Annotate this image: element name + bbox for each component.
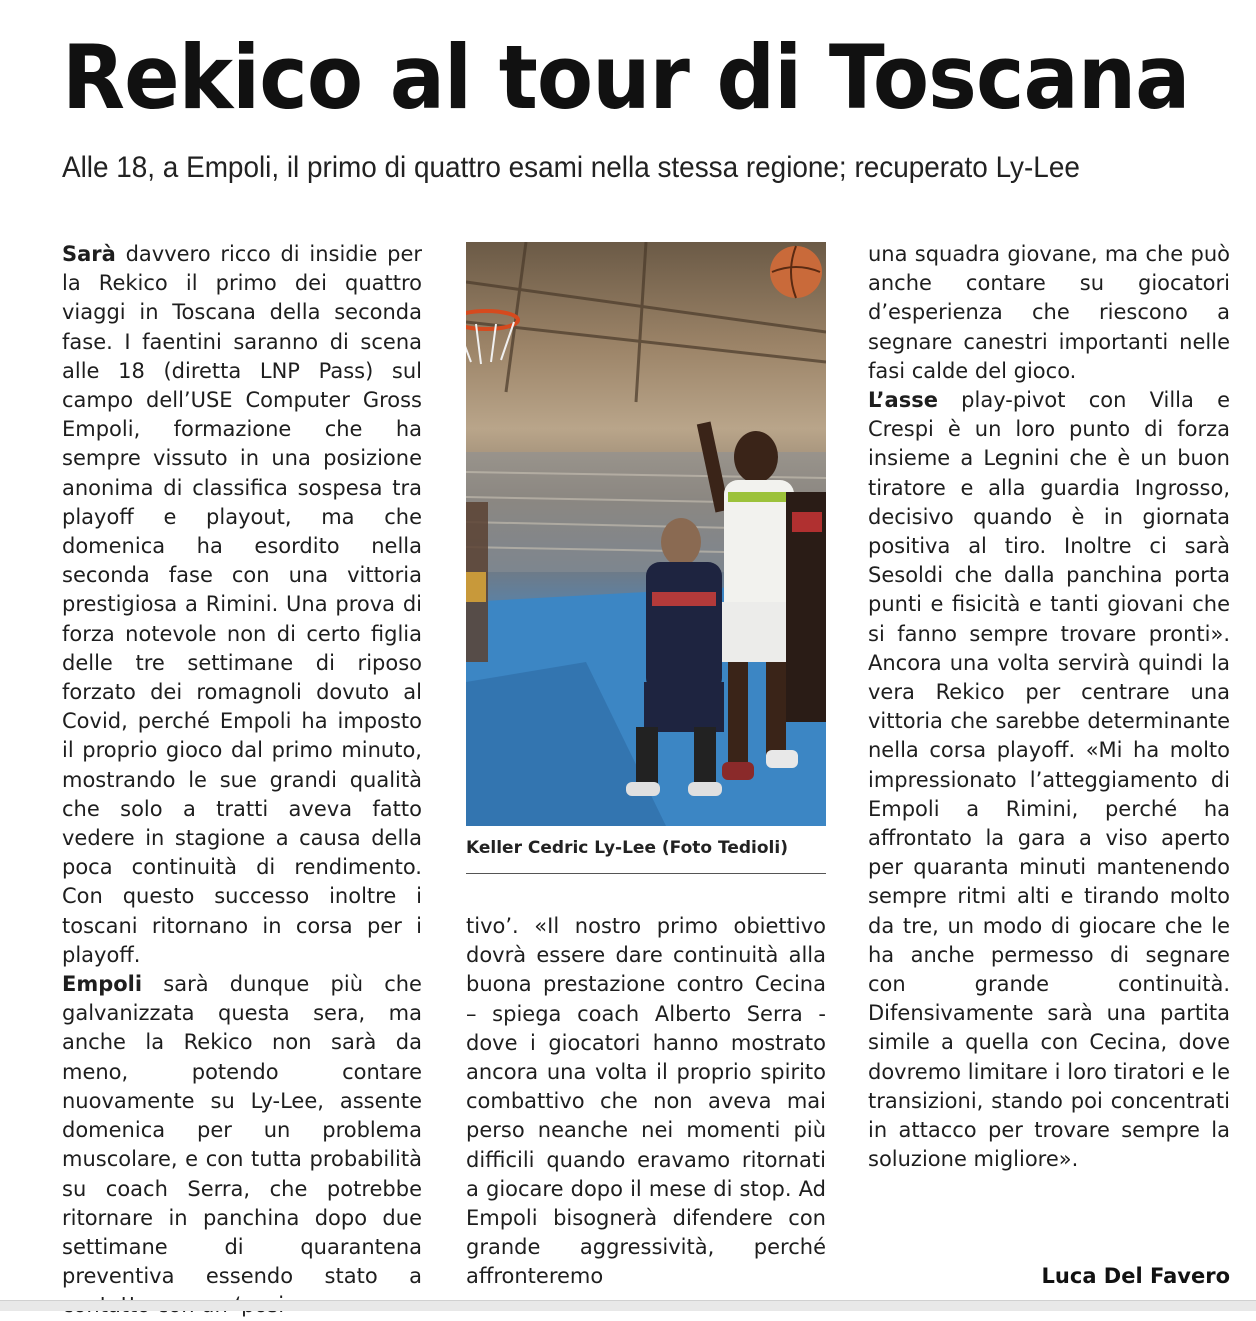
page-edge: [0, 1300, 1256, 1311]
headline: Rekico al tour di Toscana: [62, 26, 1190, 129]
paragraph-text: sarà dunque più che galvanizzata questa sera, ma anche la Rekico non sarà da meno, potendo contare nuovamente su Ly-Lee, assente domenica per un problema muscolare, e con tutta probabilità su coach Serra, che potrebbe ritornare in panchina dopo due settimane di quarantena preventiva essendo stato a: [62, 972, 422, 1289]
lead-word: L’asse: [868, 388, 938, 413]
subtitle: Alle 18, a Empoli, il primo di quattro esami nella stessa regione; recuperato Ly-Lee: [62, 151, 1080, 184]
paragraph: [466, 912, 826, 1292]
lead-word: Empoli: [62, 972, 143, 997]
article-column-1: [62, 240, 422, 1321]
photo-illustration: [466, 242, 826, 826]
basketball-photo: [466, 242, 826, 826]
article-column-3: [868, 240, 1230, 1175]
paragraph: [62, 240, 422, 970]
paragraph: [62, 970, 422, 1320]
paragraph-text: play-pivot con Villa e Crespi è un loro punto di forza insieme a Legnini che è un buon tiratore e alla guardia Ingrosso, decisivo quando è in giornata positiva al tiro. Inoltre ci sarà Sesoldi che dalla panchina porta punti e fisicità e tanti giovani che si fanno sempre trovare pronti». Ancora una volta servirà quindi la vera Rekico per centrare una vittoria che sarebbe determinante nella corsa playoff. «Mi ha molto impressionato l’atteggiamento di Empoli a Rimini, perché ha affrontato la gara a viso aperto per quaranta minuti mantenendo sempre ritmi alti e tirando molto da tre, un modo di giocare che le ha anche permesso di segnare con grande continuità. Difensivamente sarà una partita simile a quella con Cecina, dove dovremo limitare i loro tiratori e le transizioni, stando poi concentrati in attacco per trovare sempre la soluzione migliore».: [868, 388, 1230, 1172]
lead-word: Sarà: [62, 242, 116, 266]
paragraph-text: una squadra giovane, ma che può anche contare su giocatori d’esperienza che riescono a segnare canestri importanti nelle fasi calde del gioco.: [868, 242, 1230, 383]
article-column-2: [466, 912, 826, 1292]
paragraph: [868, 386, 1230, 1174]
author-byline: Luca Del Favero: [1041, 1264, 1230, 1288]
paragraph-text: tivo’. «Il nostro primo obiettivo dovrà essere dare continuità alla buona prestazione contro Cecina – spiega coach Alberto Serra - dove i giocatori hanno mostrato ancora una volta il proprio spirito combattivo che non aveva mai perso neanche nei momenti più difficili quando eravamo ritornati a giocare dopo il mese di stop. Ad Empoli bisognerà difendere con grande aggressività, perché affronteremo: [466, 914, 826, 1289]
paragraph-text: davvero ricco di insidie per la Rekico il primo dei quattro viaggi in Toscana della seconda fase. I faentini saranno di scena alle 18 (diretta LNP Pass) sul campo dell’USE Computer Gross Empoli, formazione che ha sempre vissuto in una posizione anonima di classifica sospesa tra playoff e playout, ma che domenica ha esordito nella seconda fase con una vittoria prestigiosa a Rimini. Una prova di forza notevole non di certo figlia delle tre settimane di riposo forzato dei romagnoli dovuto al Covid, perché Empoli ha imposto il proprio gioco dal primo minuto, mostrando le sue grandi qualità che solo a tratti aveva fatto vedere in stagione a causa della poca continuità di rendimento. Con questo successo inoltre i toscani ritornano in corsa per i playoff.: [62, 242, 422, 967]
paragraph: [868, 240, 1230, 386]
photo-caption: Keller Cedric Ly-Lee (Foto Tedioli): [466, 838, 788, 858]
caption-divider: [466, 873, 826, 874]
